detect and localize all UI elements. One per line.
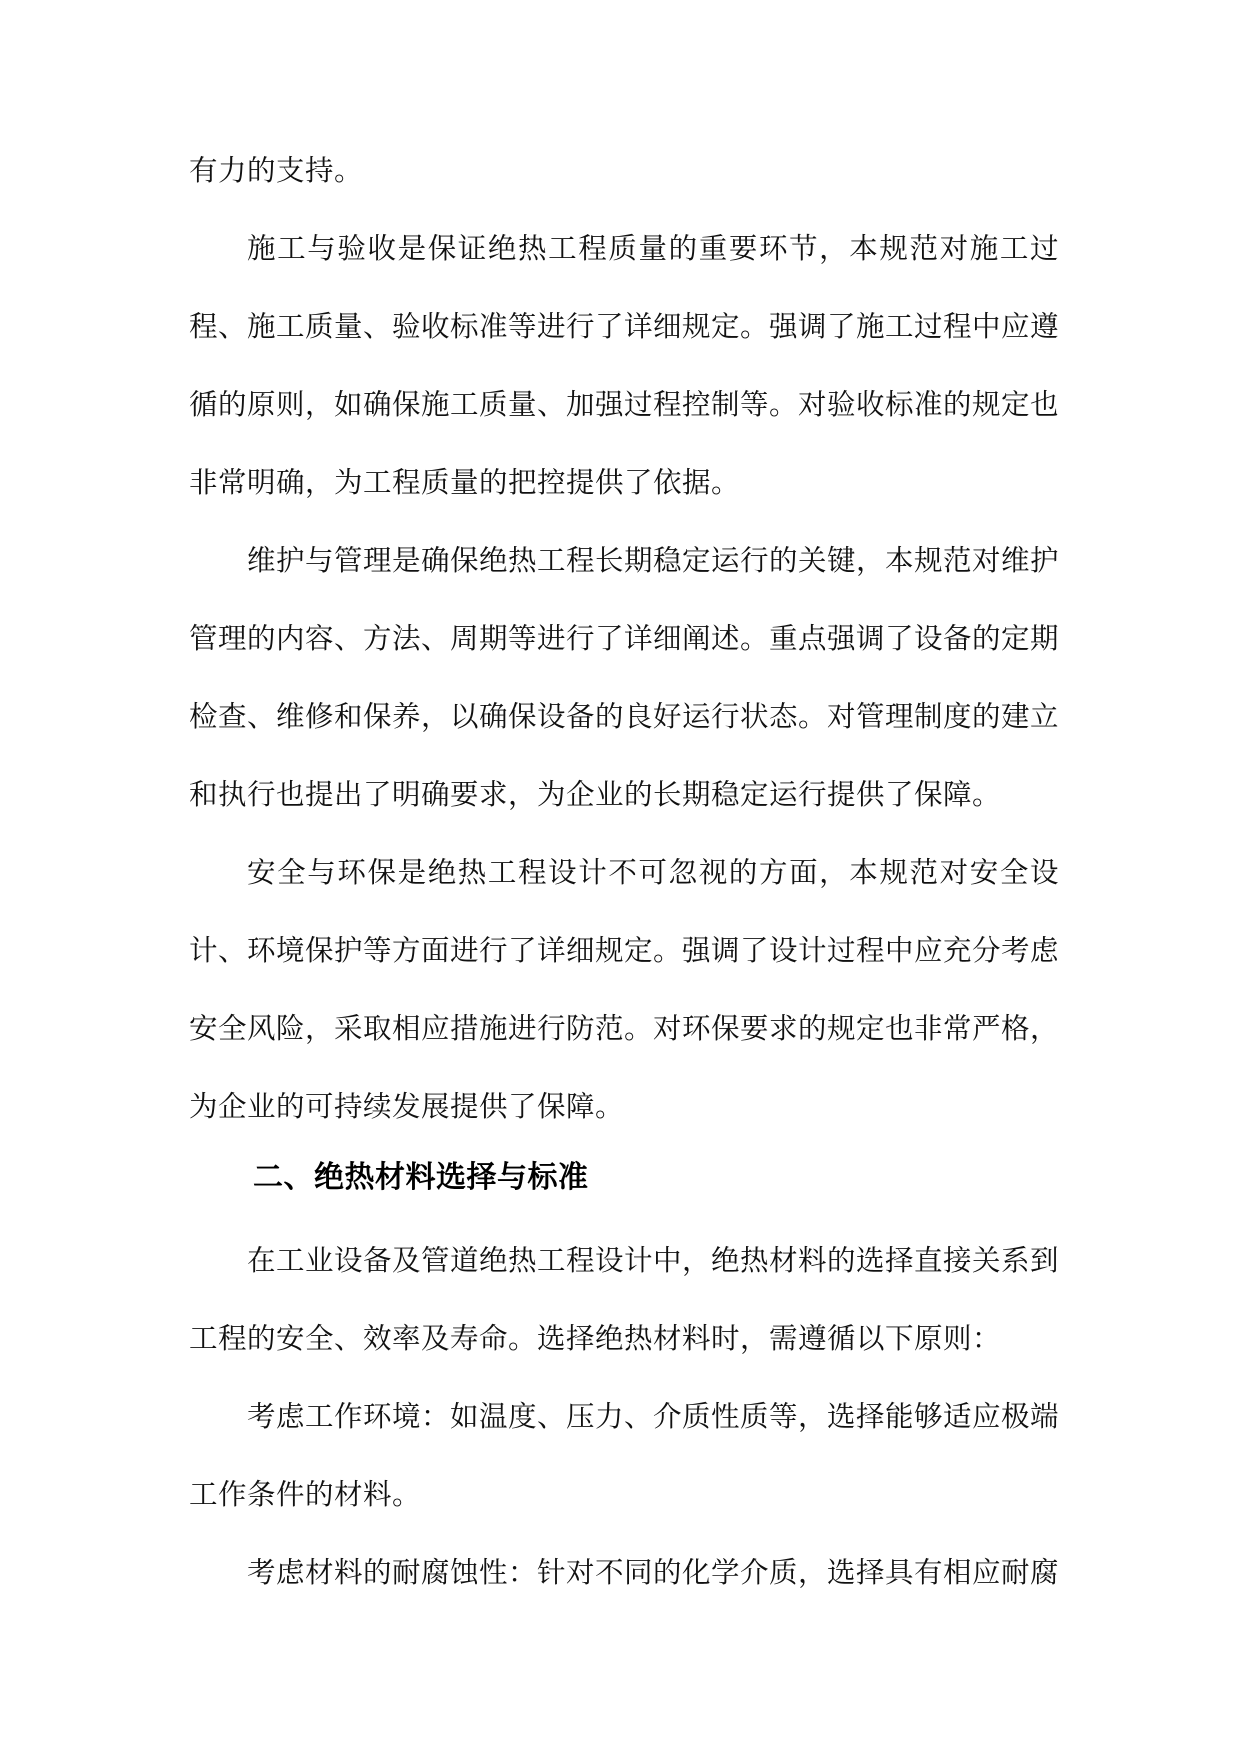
- paragraph-maintenance-management: 维护与管理是确保绝热工程长期稳定运行的关键，本规范对维护管理的内容、方法、周期等进行了详细阐述。重点强调了设备的定期检查、维修和保养，以确保设备的良好运行状态。对管理制度的建立和执行也提出了明确要求，为企业的长期稳定运行提供了保障。: [189, 544, 1060, 811]
- paragraph-safety-environment: 安全与环保是绝热工程设计不可忽视的方面，本规范对安全设计、环境保护等方面进行了详细规定。强调了设计过程中应充分考虑安全风险，采取相应措施进行防范。对环保要求的规定也非常严格，为企业的可持续发展提供了保障。: [189, 856, 1060, 1123]
- body-text-bottom: [189, 1222, 1059, 1612]
- paragraph-construction-acceptance: 施工与验收是保证绝热工程质量的重要环节，本规范对施工过程、施工质量、验收标准等进行了详细规定。强调了施工过程中应遵循的原则，如确保施工质量、加强过程控制等。对验收标准的规定也非常明确，为工程质量的把控提供了依据。: [189, 232, 1060, 499]
- paragraph-working-environment: 考虑工作环境：如温度、压力、介质性质等，选择能够适应极端工作条件的材料。: [189, 1400, 1060, 1511]
- section-heading: 二、绝热材料选择与标准: [253, 1160, 589, 1195]
- paragraph-continuation: 有力的支持。: [189, 154, 364, 187]
- paragraph-material-selection: 在工业设备及管道绝热工程设计中，绝热材料的选择直接关系到工程的安全、效率及寿命。选择绝热材料时，需遵循以下原则：: [189, 1244, 1060, 1355]
- body-text-top: [189, 132, 1059, 1146]
- paragraph-corrosion-resistance: 考虑材料的耐腐蚀性：针对不同的化学介质，选择具有相应耐腐: [247, 1556, 1060, 1589]
